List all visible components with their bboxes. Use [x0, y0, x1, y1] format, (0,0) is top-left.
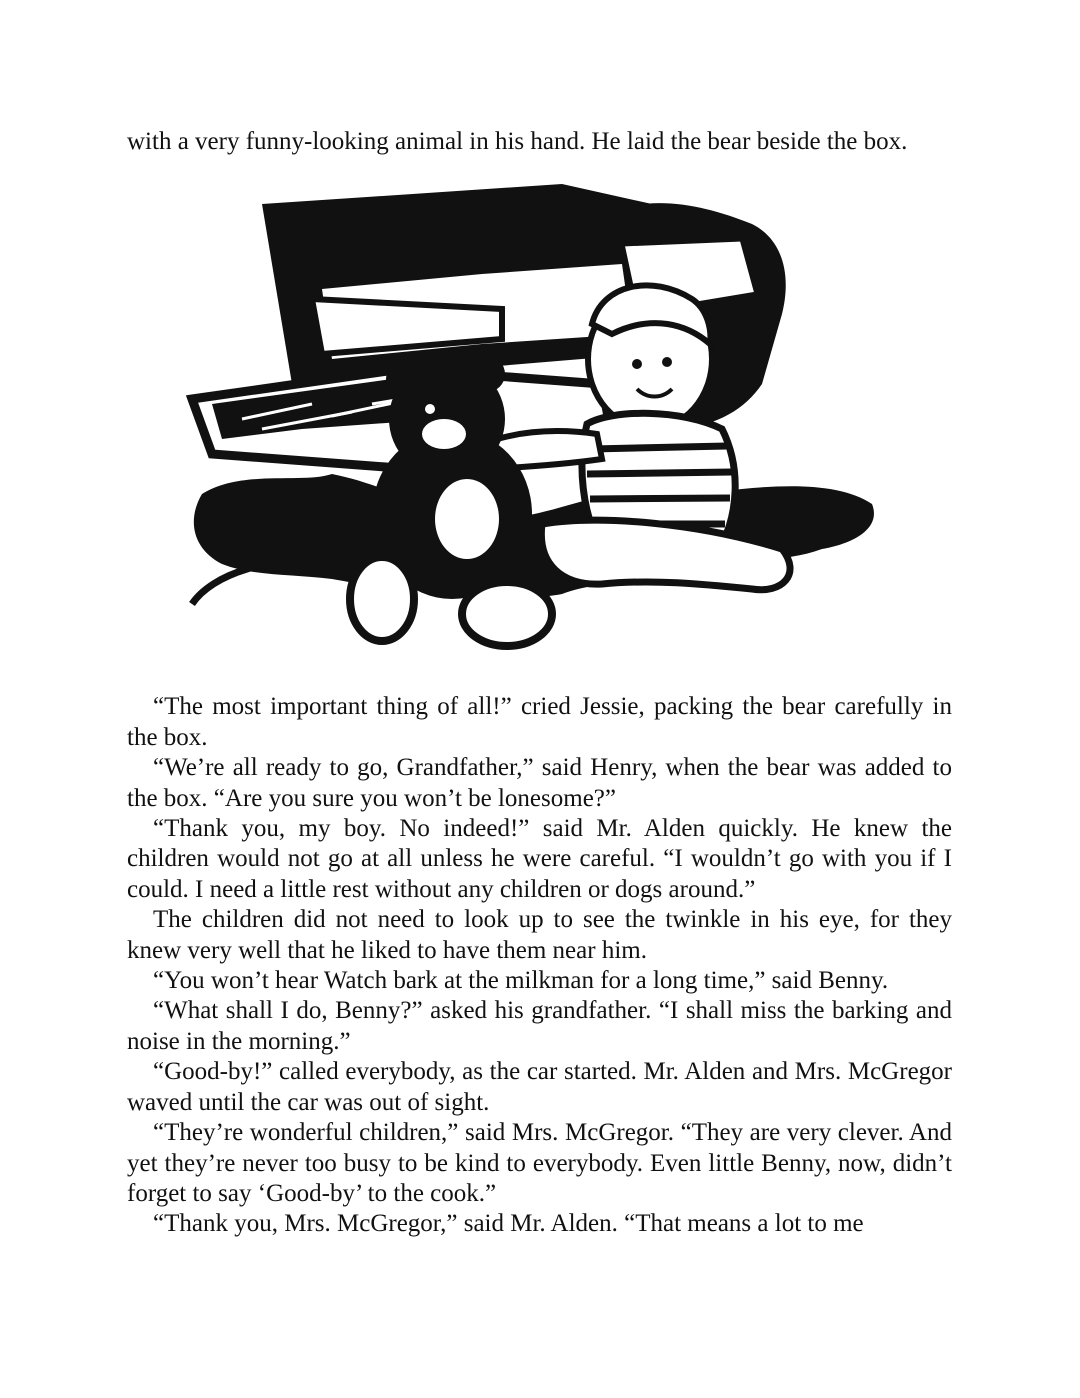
paragraph-2: “We’re all ready to go, Grandfather,” said Henry, when the bear was added to the box. “Are you sure you won’t be lonesome?”	[127, 754, 952, 812]
paragraph-3: “Thank you, my boy. No indeed!” said Mr. Alden quickly. He knew the children would not go at all unless he were careful. “I wouldn’t go with you if I could. I need a little rest without any children or dogs around.”	[127, 815, 952, 903]
paragraph-7: “Good-by!” called everybody, as the car started. Mr. Alden and Mrs. McGregor waved until the car was out of sight.	[127, 1058, 952, 1116]
paragraph-5: “You won’t hear Watch bark at the milkman for a long time,” said Benny.	[153, 967, 889, 995]
bear-eye	[425, 404, 435, 414]
bear-belly	[435, 479, 499, 559]
boy-eye-left	[632, 359, 642, 369]
body-text	[127, 692, 952, 1239]
bear-snout	[422, 419, 466, 449]
ink-drawing	[182, 184, 882, 664]
paragraph-6: “What shall I do, Benny?” asked his grandfather. “I shall miss the barking and noise in the morning.”	[127, 997, 952, 1055]
bear-ear-right	[469, 356, 505, 392]
paragraph-1: “The most important thing of all!” cried Jessie, packing the bear carefully in the box.	[127, 693, 952, 751]
bear-ear-left	[386, 361, 422, 397]
boy-eye-right	[662, 357, 672, 367]
opening-paragraph: with a very funny-looking animal in his hand. He laid the bear beside the box.	[127, 128, 908, 155]
book-page	[127, 127, 952, 1240]
bear-foot-left	[350, 557, 414, 641]
paragraph-4: The children did not need to look up to see the twinkle in his eye, for they knew very well that he liked to have them near him.	[127, 906, 952, 964]
illustration-boy-with-teddy-bear	[182, 184, 882, 664]
bear-foot-right	[462, 582, 552, 646]
paragraph-8: “They’re wonderful children,” said Mrs. McGregor. “They are very clever. And yet they’re never too busy to be kind to everybody. Even little Benny, now, didn’t forget to say ‘Good-by’ to the cook.”	[127, 1119, 952, 1207]
paragraph-9: “Thank you, Mrs. McGregor,” said Mr. Alden. “That means a lot to me	[153, 1210, 864, 1238]
